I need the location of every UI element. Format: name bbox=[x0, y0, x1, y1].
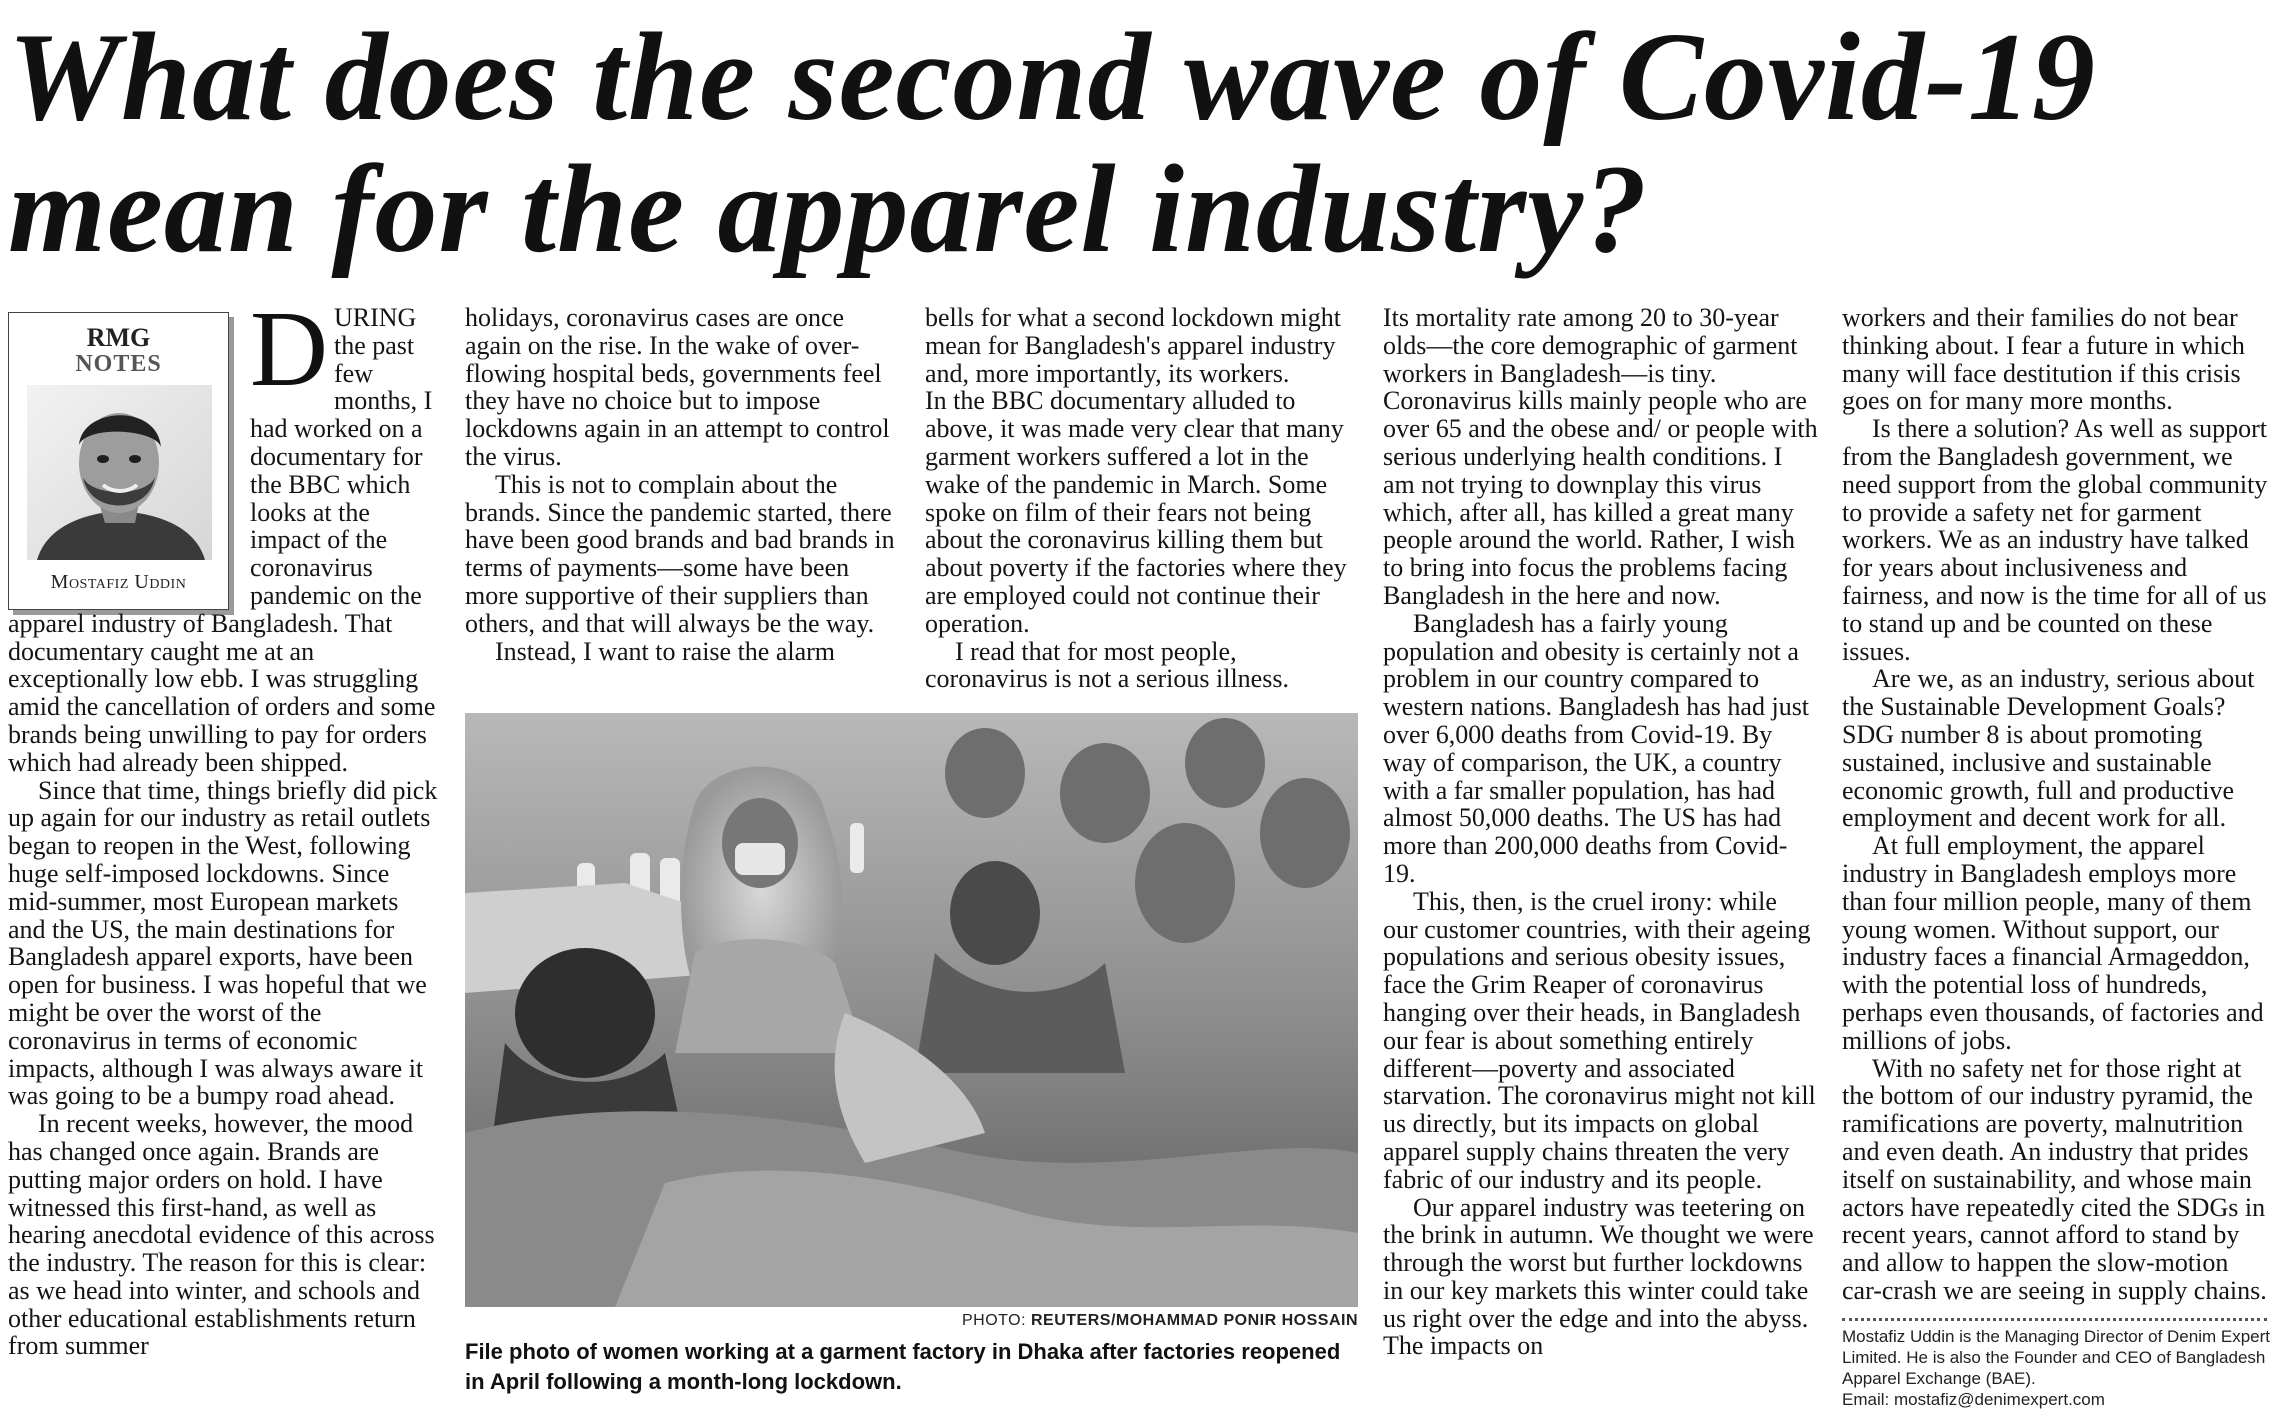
column-title: RMG bbox=[86, 323, 151, 352]
article-paragraph: I read that for most people, coronavirus is not a serious illness. bbox=[925, 636, 1289, 694]
author-bio bbox=[1842, 1326, 2272, 1410]
article-paragraph: Are we, as an industry, serious about the Sustainable Development Goals? SDG number 8 is about promoting sustained, inclusive and sustainable economic growth, full and productive employment and decent work for all. bbox=[1842, 664, 2255, 833]
article-paragraph: Bangladesh has a fairly young population and obesity is certainly not a problem in our country compared to western nations. Bangladesh has had just over 6,000 deaths from Covid-19. By way of comparison, the UK, a country with a far smaller population, has had almost 50,000 deaths. The US has had more than 200,000 deaths from Covid-19. bbox=[1383, 608, 1810, 888]
article-paragraph: This is not to complain about the brands. Since the pandemic started, there have been good brands and bad brands in terms of payments—some have been more supportive of their suppliers than others, and that will always be the way. bbox=[465, 469, 895, 638]
article-paragraph: At full employment, the apparel industry in Bangladesh employs more than four million people, many of them young women. Without support, our industry faces a financial Armageddon, with the potential loss of hundreds, perhaps even thousands, of factories and millions of jobs. bbox=[1842, 831, 2264, 1055]
headline-line-1: What does the second wave of Covid-19 bbox=[8, 8, 2096, 147]
article-paragraph: holidays, coronavirus cases are once again on the rise. In the wake of over-flowing hospital beds, governments feel they have no choice but to impose lockdowns again in an attempt to control the virus. bbox=[465, 303, 890, 471]
bio-divider bbox=[1842, 1318, 2267, 1321]
article-column-2 bbox=[465, 304, 900, 665]
author-bio-text: Mostafiz Uddin is the Managing Director of Denim Expert Limited. He is also the Founder and CEO of Bangladesh Apparel Exchange (BAE). bbox=[1842, 1327, 2271, 1388]
article-column-1 bbox=[8, 290, 438, 1361]
garment-factory-photo bbox=[465, 713, 1358, 1307]
article-paragraph: In recent weeks, however, the mood has changed once again. Brands are putting major orders on hold. I have witnessed this first-hand, as well as hearing anecdotal evidence of this across the industry. The reason for this is clear: as we head into winter, and schools and other educational establishments return from summer bbox=[8, 1109, 435, 1361]
email-label: Email: bbox=[1842, 1390, 1890, 1409]
article-paragraph: With no safety net for those right at the bottom of our industry pyramid, the ramifications are poverty, malnutrition and even death. An industry that prides itself on sustainability, and whose main actors have repeatedly cited the SDGs in recent years, cannot afford to stand by and allow to happen the slow-motion car-crash we are seeing in supply chains. bbox=[1842, 1053, 2267, 1305]
article-paragraph: Instead, I want to raise the alarm bbox=[495, 636, 836, 666]
photo-credit-source: REUTERS/MOHAMMAD PONIR HOSSAIN bbox=[1030, 1312, 1358, 1329]
box-spacer bbox=[8, 304, 250, 606]
article-lead-text: URING the past few months, I had worked on a documentary for the BBC which looks at the impact of the coronavirus pandemic on the apparel industry of Bangladesh. That documentary caught me at an exceptionally low ebb. I was struggling amid the cancellation of orders and some brands being unwilling to pay for orders which had already been shipped. bbox=[8, 303, 436, 777]
article-column-4 bbox=[1383, 304, 1818, 1360]
article-paragraph: In the BBC documentary alluded to above, it was made very clear that many garment workers suffered a lot in the wake of the pandemic in March. Some spoke on film of their fears not being about the coronavirus killing them but about poverty if the factories where they are employed could not continue their operation. bbox=[925, 386, 1347, 638]
article-paragraph: Our apparel industry was teetering on the brink in autumn. We thought we were through the worst but further lockdowns in our key markets this winter could take us right over the edge and into the abyss. The impacts on bbox=[1383, 1192, 1814, 1361]
article-column-3 bbox=[925, 304, 1357, 693]
article-paragraph: This, then, is the cruel irony: while our customer countries, with their ageing populations and serious obesity issues, face the Grim Reaper of coronavirus hanging over their heads, in Bangladesh our fear is about something entirely different—poverty and associated starvation. The coronavirus might not kill us directly, but its impacts on global apparel supply chains threaten the very fabric of our industry and its people. bbox=[1383, 886, 1816, 1194]
article-paragraph: bells for what a second lockdown might mean for Bangladesh's apparel industry and, more importantly, its workers. bbox=[925, 303, 1341, 388]
article-paragraph: Since that time, things briefly did pick up again for our industry as retail outlets began to reopen in the West, following huge self-imposed lockdowns. Since mid-summer, most European markets and the US, the main destinations for Bangladesh apparel exports, have been open for business. I was hopeful that we might be over the worst of the coronavirus in terms of economic impacts, although I was always aware it was going to be a bumpy road ahead. bbox=[8, 775, 438, 1111]
headline bbox=[8, 8, 2268, 279]
article-column-5 bbox=[1842, 304, 2272, 1305]
photo-credit bbox=[465, 1312, 1358, 1330]
headline-line-2: mean for the apparel industry? bbox=[8, 140, 1649, 279]
author-email-link[interactable]: mostafiz@denimexpert.com bbox=[1893, 1390, 2105, 1409]
article-paragraph: Is there a solution? As well as support from the Bangladesh government, we need support from the global community to provide a safety net for garment workers. We as an industry have talked for years about inclusiveness and fairness, and now is the time for all of us to stand up and be counted on these issues. bbox=[1842, 414, 2268, 666]
article-paragraph: Its mortality rate among 20 to 30-year olds—the core demographic of garment workers in Bangladesh—is tiny. Coronavirus kills mainly people who are over 65 and the obese and/ or people with serious underlying health conditions. I am not trying to downplay this virus which, after all, has killed a great many people around the world. Rather, I wish to bring into focus the problems facing Bangladesh in the here and now. bbox=[1383, 303, 1818, 610]
drop-cap: D bbox=[250, 290, 328, 409]
column-subtitle: NOTES bbox=[75, 351, 162, 377]
photo-credit-prefix: PHOTO: bbox=[961, 1312, 1027, 1329]
photo-caption: File photo of women working at a garment factory in Dhaka after factories reopened in April following a month-long lockdown. bbox=[465, 1339, 1341, 1394]
column-author: Mostafiz Uddin bbox=[50, 571, 187, 593]
article-paragraph: workers and their families do not bear thinking about. I fear a future in which many will face destitution if this crisis goes on for many more months. bbox=[1842, 303, 2245, 416]
